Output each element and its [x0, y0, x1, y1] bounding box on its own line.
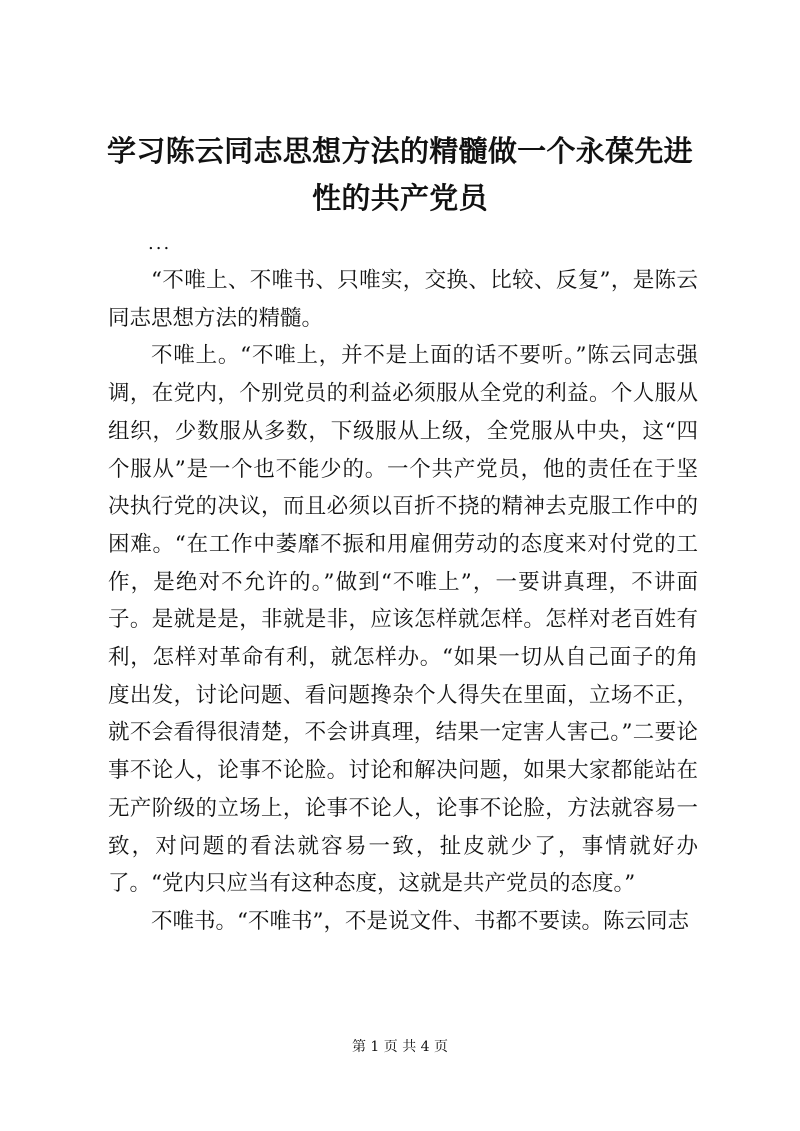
paragraph-not-only-books: 不唯书。“不唯书”，不是说文件、书都不要读。陈云同志	[151, 908, 689, 934]
paragraph-intro: “不唯上、不唯书、只唯实，交换、比较、反复”，是陈云同志思想方法的精髓。	[108, 268, 698, 331]
paragraph-not-only-superiors: 不唯上。“不唯上，并不是上面的话不要听。”陈云同志强调，在党内，个别党员的利益必须服从全党的利益。个人服从组织，少数服从多数，下级服从上级，全党服从中央，这“四个服从”是一个也不能少的。一个共产党员，他的责任在于坚决执行党的决议，而且必须以百折不挠的精神去克服工作中的困难。“在工作中萎靡不振和用雇佣劳动的态度来对付党的工作，是绝对不允许的。”做到“不唯上”，一要讲真理，不讲面子。是就是是，非就是非，应该怎样就怎样。怎样对老百姓有利，怎样对革命有利，就怎样办。“如果一切从自己面子的角度出发，讨论问题、看问题搀杂个人得失在里面，立场不正，就不会看得很清楚，不会讲真理，结果一定害人害己。”二要论事不论人，论事不论脸。讨论和解决问题，如果大家都能站在无产阶级的立场上，论事不论人，论事不论脸，方法就容易一致，对问题的看法就容易一致，扯皮就少了，事情就好办了。“党内只应当有这种态度，这就是共产党员的态度。”	[108, 343, 698, 897]
document-title: 学习陈云同志思想方法的精髓做一个永葆先进性的共产党员	[106, 134, 693, 215]
document-body	[108, 262, 698, 941]
ellipsis-marker: ...	[148, 233, 172, 254]
page-number-footer: 第 1 页 共 4 页	[351, 1039, 449, 1055]
